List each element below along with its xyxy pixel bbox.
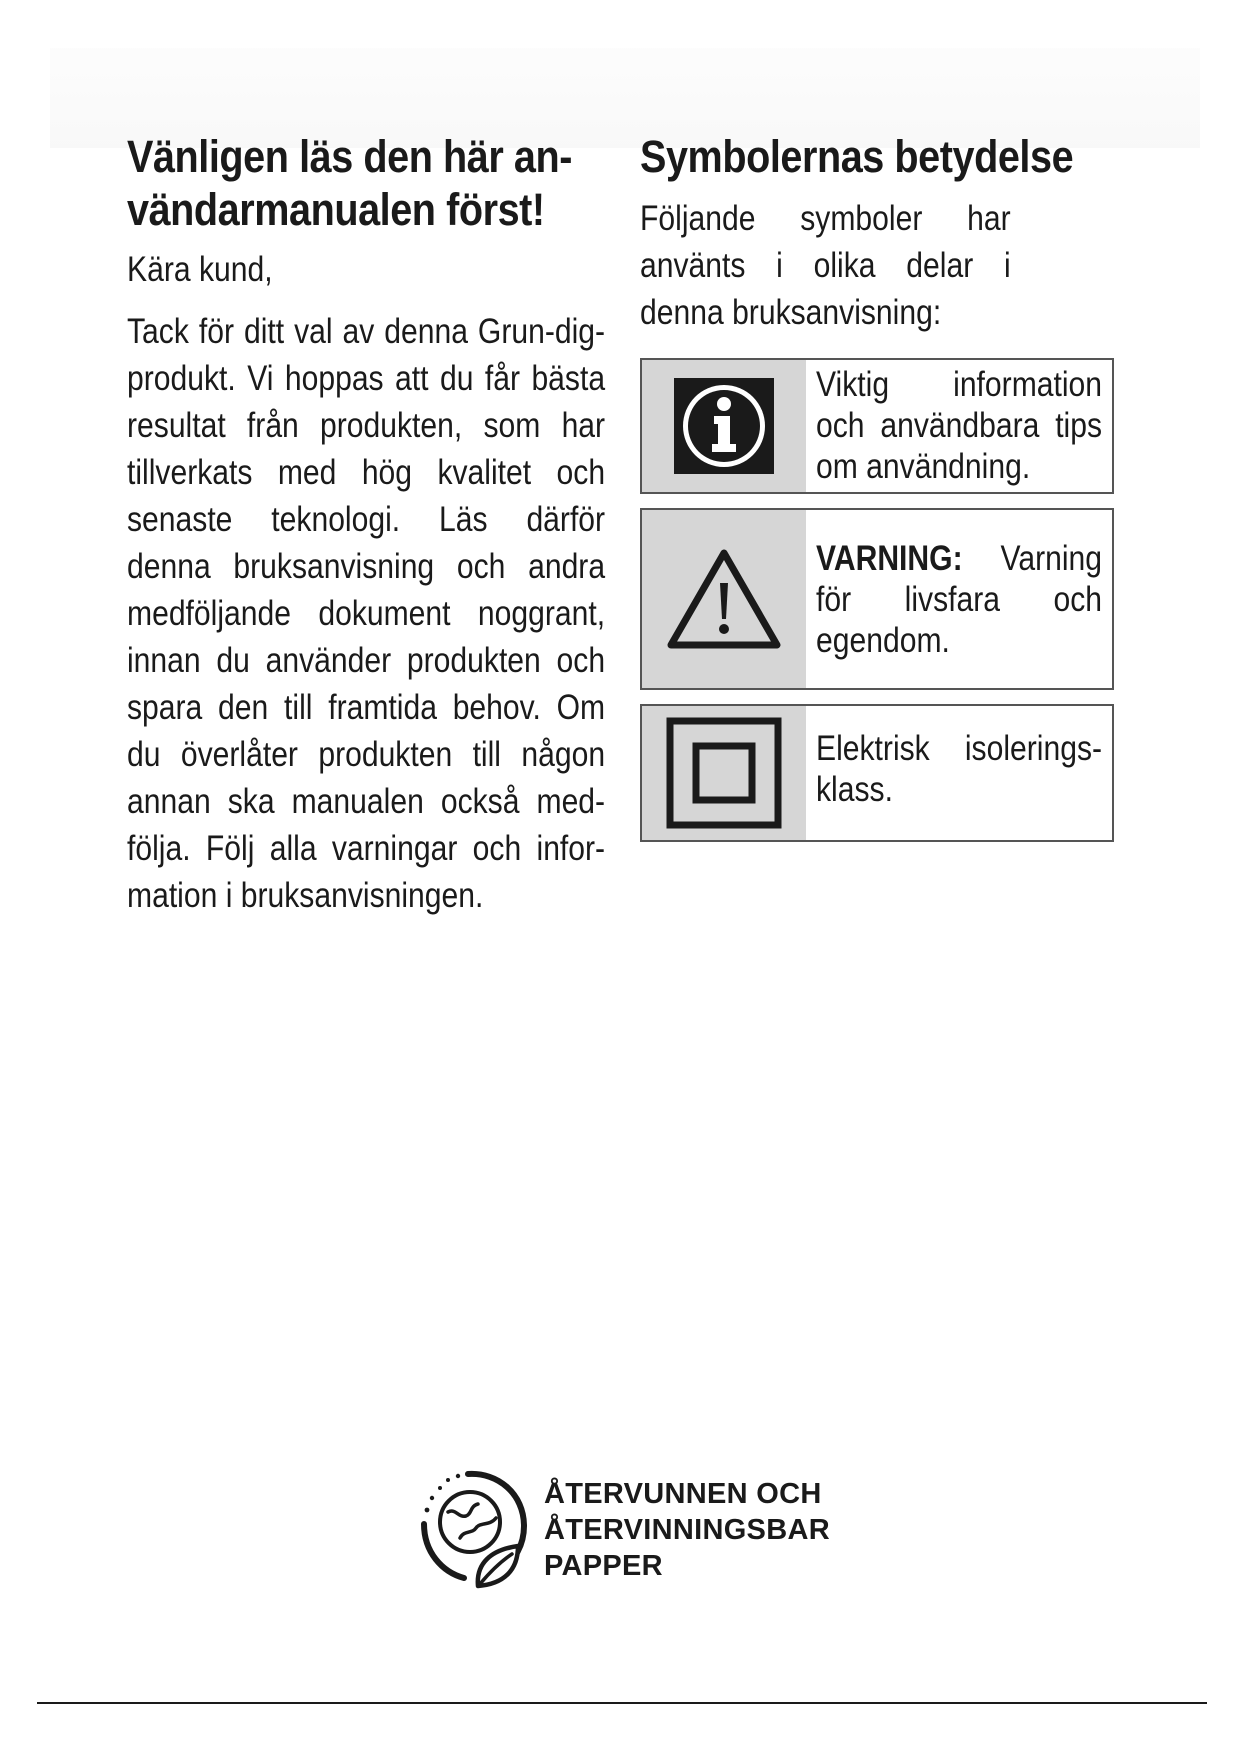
bottom-divider (37, 1702, 1207, 1704)
recycled-paper-badge (420, 1465, 840, 1595)
info-icon (674, 378, 774, 474)
recycled-paper-text (544, 1476, 830, 1584)
recycled-paper-icon (420, 1468, 530, 1592)
symbol-icon-cell (642, 510, 806, 688)
symbol-row-insulation-class (640, 704, 1114, 842)
symbol-icon-cell (642, 706, 806, 840)
symbols-intro: Följande symboler har använts i olika delar i denna bruksanvisning: (640, 199, 1011, 332)
symbol-row-warning (640, 508, 1114, 690)
recycled-paper-line1: ÅTERVUNNEN OCH (544, 1478, 822, 1510)
warning-label: VARNING: (816, 539, 963, 578)
recycled-paper-line2: ÅTERVINNINGSBAR (544, 1514, 830, 1546)
symbols-table (640, 358, 1117, 842)
symbols-heading: Symbolernas betydelse (640, 131, 1074, 182)
page-title-line1: Vänligen läs den här an- (127, 131, 572, 182)
greeting: Kära kund, (127, 250, 273, 289)
intro-paragraph: Tack för ditt val av denna Grun-dig-produkt. Vi hoppas att du får bästa resultat från produkten, som har tillverkats med hög kvalitet och senaste teknologi. Läs därför denna bruksanvisning och andra medföljande dokument noggrant, innan du använder produkten och spara den till framtida behov. Om du överlåter produkten till någon annan ska manualen också med-följa. Följ alla varningar och infor-mation i bruksanvisningen. (127, 312, 606, 915)
left-column (127, 130, 605, 919)
symbol-description (806, 706, 1112, 840)
insulation-description-text: Elektrisk isolerings-klass. (816, 729, 1103, 809)
symbol-description (806, 360, 1112, 492)
symbol-icon-cell (642, 360, 806, 492)
symbol-row-info (640, 358, 1114, 494)
warning-description-text: Varning för livsfara och egendom. (816, 539, 1103, 660)
double-square-icon (666, 717, 782, 829)
page-title-line2: vändarmanualen först! (127, 184, 545, 235)
right-column (640, 130, 1117, 856)
warning-triangle-icon (665, 547, 783, 651)
symbol-description (806, 510, 1112, 688)
recycled-paper-line3: PAPPER (544, 1550, 663, 1582)
page-title (127, 130, 607, 236)
info-description-text: Viktig information och användbara tips om användning. (816, 365, 1103, 486)
